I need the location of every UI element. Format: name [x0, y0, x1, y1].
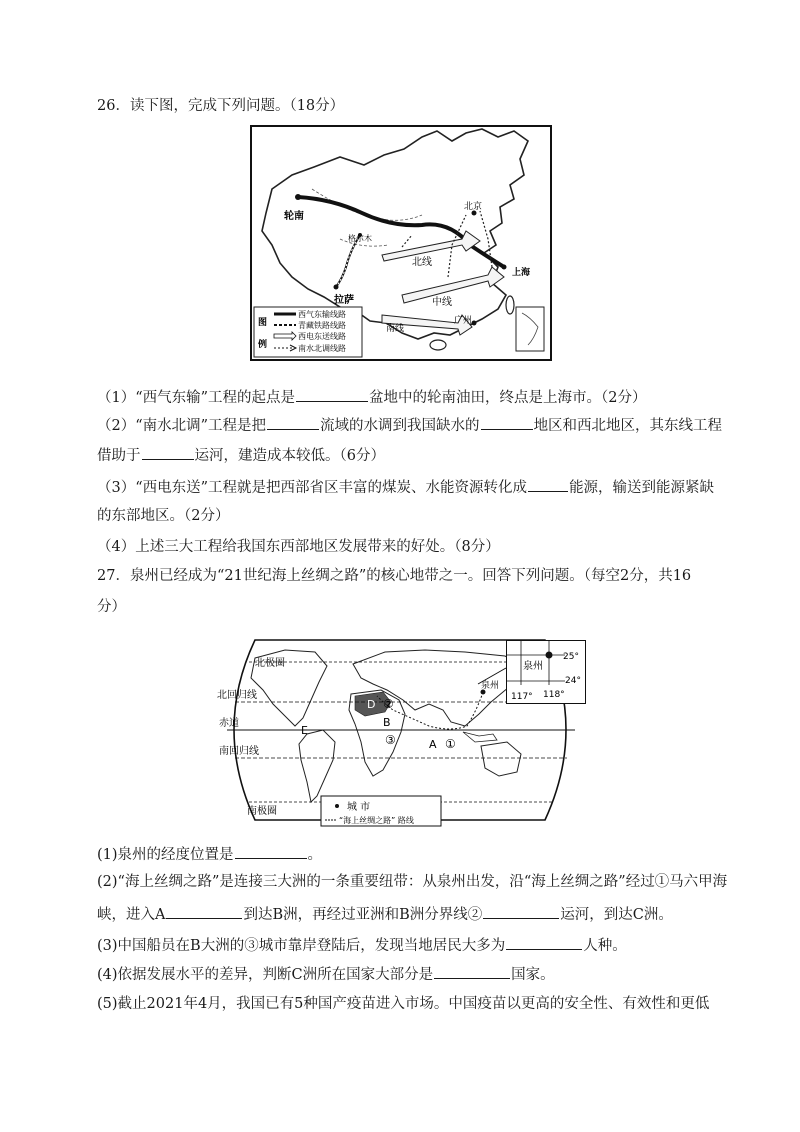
china-map-svg	[252, 127, 550, 359]
answer-blank[interactable]	[235, 843, 307, 859]
q27-2-cont: 峡，进入A 到达B洲，再经过亚洲和B洲分界线② 运河，到达C洲。	[97, 903, 673, 925]
label-middle-line: 中线	[432, 297, 452, 308]
label-tropic-capricorn: 南回归线	[219, 746, 259, 757]
q26-4: （4）上述三大工程给我国东西部地区发展带来的好处。（8分）	[97, 539, 500, 555]
q27-title-cont: 分）	[97, 599, 126, 615]
q27-title: 27．泉州已经成为“21世纪海上丝绸之路”的核心地带之一。回答下列问题。（每空2分，共16	[97, 568, 692, 584]
inset-lon-left: 117°	[511, 692, 533, 702]
legend-title-bottom: 例	[258, 340, 268, 350]
answer-blank[interactable]	[528, 476, 568, 492]
q26-2: （2）“南水北调”工程是把 流域的水调到我国缺水的 地区和西北地区，其东线工程	[97, 414, 722, 436]
label-circle2: ②	[383, 697, 394, 711]
legend-item: 西电东送线路	[298, 332, 346, 341]
label-a: A	[429, 738, 437, 751]
label-north-line: 北线	[412, 257, 432, 268]
inset-lat-bottom: 24°	[565, 676, 581, 686]
legend-item: 西气东输线路	[298, 310, 346, 319]
inset-city: 泉州	[523, 661, 543, 672]
legend-item: 南水北调线路	[298, 344, 346, 353]
answer-blank[interactable]	[434, 963, 510, 979]
answer-blank[interactable]	[481, 414, 533, 430]
q26-title: 26．读下图，完成下列问题。（18分）	[97, 98, 345, 114]
inset-lat-top: 25°	[563, 652, 579, 662]
china-projects-map	[250, 125, 552, 361]
q26-3-cont: 的东部地区。（2分）	[97, 508, 230, 524]
answer-blank[interactable]	[166, 903, 242, 919]
q27-1: (1)泉州的经度位置是 。	[97, 843, 322, 865]
label-circle3: ③	[385, 733, 396, 747]
answer-blank[interactable]	[267, 414, 319, 430]
legend-title-top: 图	[258, 318, 268, 328]
label-b: B	[383, 716, 391, 729]
quanzhou-inset-svg	[507, 641, 585, 703]
legend-item: 青藏铁路线路	[298, 321, 346, 330]
inset-pointer	[476, 666, 508, 686]
label-lhasa: 拉萨	[334, 295, 354, 306]
quanzhou-inset	[506, 640, 586, 704]
label-equator: 赤道	[219, 718, 239, 729]
q27-4: (4)依据发展水平的差异，判断C洲所在国家大部分是 国家。	[97, 963, 555, 985]
label-tropic-cancer: 北回归线	[217, 690, 257, 701]
q26-1: （1）“西气东输”工程的起点是 盆地中的轮南油田，终点是上海市。（2分）	[97, 386, 647, 408]
q26-3: （3）“西电东送”工程就是把西部省区丰富的煤炭、水能资源转化成 能源，输送到能源紧缺	[97, 476, 714, 498]
label-guangzhou: 广州	[454, 316, 473, 326]
label-e: E	[301, 724, 308, 737]
label-shanghai: 上海	[512, 268, 531, 278]
q26-2-cont: 借助于 运河，建造成本较低。（6分）	[97, 444, 385, 466]
label-arctic: 北极圈	[255, 658, 285, 669]
q27-3: (3)中国船员在B大洲的③城市靠岸登陆后，发现当地居民大多为 人种。	[97, 934, 627, 956]
inset-lon-right: 118°	[543, 690, 565, 700]
label-lunnan: 轮南	[284, 211, 304, 222]
label-quanzhou-main: 泉州	[481, 681, 500, 691]
label-golmud: 格尔木	[348, 234, 372, 243]
label-antarctic: 南极圈	[247, 806, 277, 817]
answer-blank[interactable]	[296, 386, 368, 402]
label-circle1: ①	[445, 737, 456, 751]
answer-blank[interactable]	[483, 903, 559, 919]
legend-route: “海上丝绸之路” 路线	[339, 816, 414, 825]
answer-blank[interactable]	[142, 444, 194, 460]
q27-2: (2)“海上丝绸之路”是连接三大洲的一条重要纽带：从泉州出发，沿“海上丝绸之路”经过①马六甲海	[97, 874, 728, 890]
legend-city: 城 市	[347, 802, 371, 813]
label-beijing: 北京	[464, 202, 483, 212]
label-south-line: 南线	[386, 324, 405, 334]
label-d: D	[367, 698, 376, 711]
q27-5: (5)截止2021年4月，我国已有5种国产疫苗进入市场。中国疫苗以更高的安全性、有效性和更低	[97, 996, 710, 1012]
answer-blank[interactable]	[506, 934, 582, 950]
